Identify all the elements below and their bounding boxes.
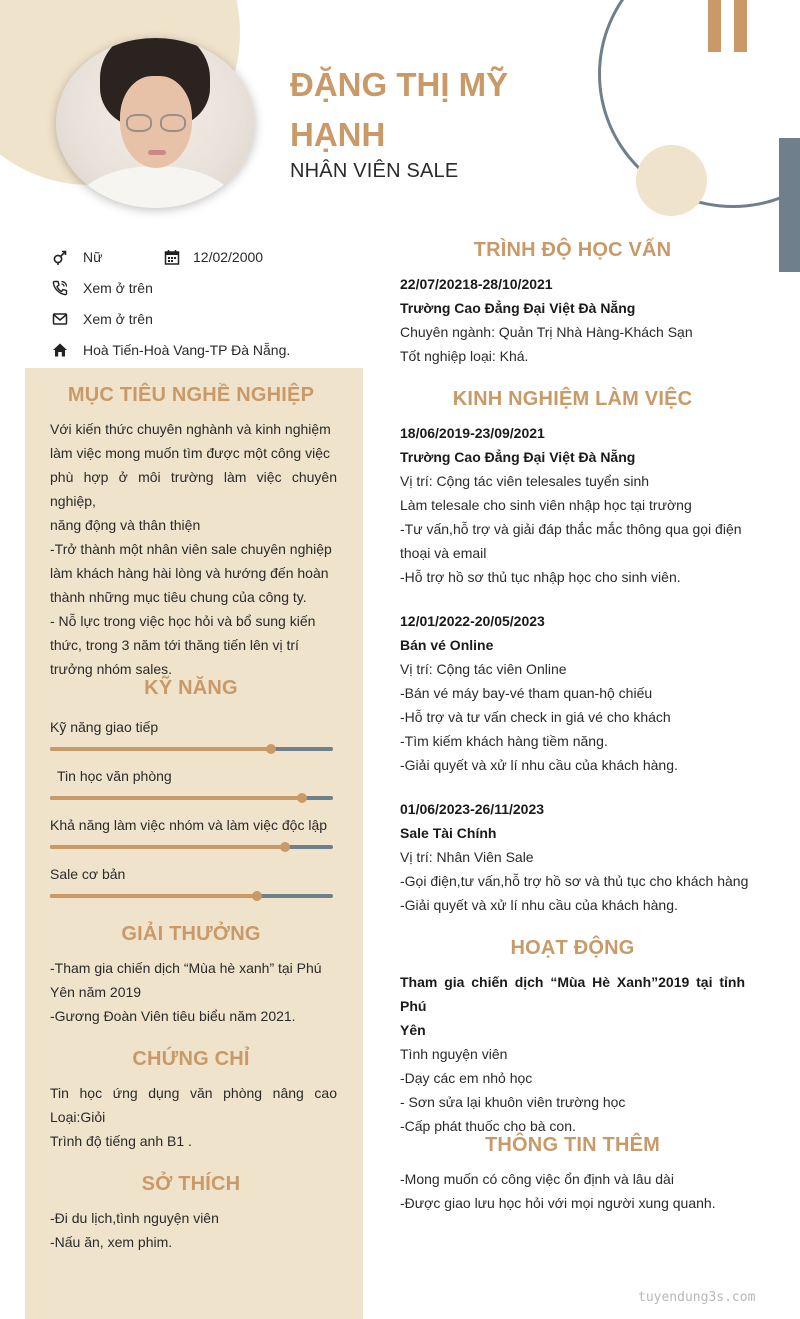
additional-line: -Mong muốn có công việc ổn định và lâu dài <box>400 1171 674 1187</box>
phone-icon <box>51 279 69 297</box>
activity-line: - Sơn sửa lại khuôn viên trường học <box>400 1094 626 1110</box>
job-company: Trường Cao Đẳng Đại Việt Đà Nẵng <box>400 449 636 465</box>
contact-gender: Nữ <box>83 249 103 265</box>
experience-title: KINH NGHIỆM LÀM VIỆC <box>452 388 693 410</box>
avatar <box>56 38 255 208</box>
skill-fill <box>50 894 257 898</box>
decor-bar-slate <box>779 138 800 272</box>
education-period: 22/07/20218-28/10/2021 <box>400 276 553 292</box>
watermark: tuyendung3s.com <box>638 1290 756 1305</box>
contact-address: Hoà Tiến-Hoà Vang-TP Đà Nẵng. <box>83 342 291 358</box>
job-line: Vị trí: Nhân Viên Sale <box>400 849 534 865</box>
job-line: -Bán vé máy bay-vé tham quan-hộ chiếu <box>400 685 653 701</box>
job-company: Bán vé Online <box>400 637 494 653</box>
job-line: -Giải quyết và xử lí nhu cầu của khách hàng. <box>400 757 678 773</box>
decor-small-circle <box>636 145 707 216</box>
candidate-name: ĐẶNG THỊ MỸ HẠNH <box>290 66 509 153</box>
decor-bar-tan-1 <box>708 0 721 52</box>
education-block <box>400 272 760 368</box>
job-line: -Tìm kiếm khách hàng tiềm năng. <box>400 733 608 749</box>
objective-line: phù hợp ở môi trường làm việc chuyên nghiệp, <box>50 469 337 509</box>
job-line: -Giải quyết và xử lí nhu cầu của khách hàng. <box>400 897 678 913</box>
gender-icon <box>51 248 69 266</box>
hobbies-text <box>50 1206 337 1254</box>
certificates-title: CHỨNG CHỈ <box>132 1048 250 1070</box>
awards-text <box>50 956 337 1028</box>
job-line: Vị trí: Cộng tác viên telesales tuyển sinh <box>400 473 650 489</box>
skill-bar <box>50 796 333 800</box>
certificates-text <box>50 1081 337 1153</box>
skill-label: Kỹ năng giao tiếp <box>50 719 159 735</box>
skill-label: Tin học văn phòng <box>57 768 172 784</box>
activity-line: Tình nguyện viên <box>400 1046 508 1062</box>
job-period: 01/06/2023-26/11/2023 <box>400 801 545 817</box>
objective-line: năng động và thân thiện <box>50 517 201 533</box>
skill-bar <box>50 747 333 751</box>
additional-block <box>400 1167 770 1215</box>
objective-line: làm việc mong muốn tìm được một công việc <box>50 445 330 461</box>
job-line: -Tư vấn,hỗ trợ và giải đáp thắc mắc thông qua gọi điện <box>400 521 742 537</box>
hobby-line: -Nấu ăn, xem phim. <box>50 1234 173 1250</box>
activity-line: -Dạy các em nhỏ học <box>400 1070 533 1086</box>
activities-block <box>400 970 745 1138</box>
contact-phone: Xem ở trên <box>83 280 153 296</box>
hobbies-title: SỞ THÍCH <box>141 1173 241 1195</box>
education-title: TRÌNH ĐỘ HỌC VẤN <box>473 239 672 261</box>
objective-text <box>50 417 337 681</box>
objective-line: trưởng nhóm sales. <box>50 661 173 677</box>
skill-knob <box>280 842 290 852</box>
skill-fill <box>50 796 302 800</box>
candidate-role: NHÂN VIÊN SALE <box>290 160 459 182</box>
job-line: -Gọi điện,tư vấn,hỗ trợ hồ sơ và thủ tục cho khách hàng <box>400 873 749 889</box>
certificate-line: Tin học ứng dụng văn phòng nâng cao <box>50 1085 337 1101</box>
calendar-icon <box>163 248 181 266</box>
objective-line: Với kiến thức chuyên nghành và kinh nghiệm <box>50 421 331 437</box>
job-line: Vị trí: Cộng tác viên Online <box>400 661 567 677</box>
additional-title: THÔNG TIN THÊM <box>484 1134 660 1156</box>
job-line: Làm telesale cho sinh viên nhập học tại trường <box>400 497 692 513</box>
objective-title: MỤC TIÊU NGHỀ NGHIỆP <box>67 384 315 406</box>
certificate-line: Trình độ tiếng anh B1 . <box>50 1133 192 1149</box>
experience-item <box>400 797 770 917</box>
awards-title: GIẢI THƯỞNG <box>121 923 261 945</box>
objective-line: thành những mục tiêu chung của công ty. <box>50 589 307 605</box>
skill-fill <box>50 747 271 751</box>
objective-line: -Trở thành một nhân viên sale chuyên nghiệp <box>50 541 332 557</box>
decor-bar-tan-2 <box>734 0 747 52</box>
skill-label: Khả năng làm việc nhóm và làm việc độc lập <box>50 817 328 833</box>
skill-fill <box>50 845 285 849</box>
additional-line: -Được giao lưu học hỏi với mọi người xung quanh. <box>400 1195 716 1211</box>
email-icon <box>51 310 69 328</box>
objective-line: thức, trong 3 năm tới thăng tiến lên vị trí <box>50 637 299 653</box>
activity-line: -Cấp phát thuốc cho bà con. <box>400 1118 576 1134</box>
skill-label: Sale cơ bản <box>50 866 126 882</box>
job-line: thoại và email <box>400 545 487 561</box>
activities-title: HOẠT ĐỘNG <box>510 937 635 959</box>
award-line: Yên năm 2019 <box>50 984 142 1000</box>
job-period: 12/01/2022-20/05/2023 <box>400 613 545 629</box>
award-line: -Tham gia chiến dịch “Mùa hè xanh” tại Phú <box>50 960 322 976</box>
education-line: Tốt nghiệp loại: Khá. <box>400 348 529 364</box>
skill-knob <box>266 744 276 754</box>
home-icon <box>51 341 69 359</box>
education-school: Trường Cao Đẳng Đại Việt Đà Nẵng <box>400 300 636 316</box>
job-line: -Hỗ trợ hồ sơ thủ tục nhập học cho sinh viên. <box>400 569 681 585</box>
contact-birthday: 12/02/2000 <box>193 249 264 265</box>
activity-heading: Yên <box>400 1022 426 1038</box>
experience-item <box>400 421 770 589</box>
skill-knob <box>252 891 262 901</box>
hobby-line: -Đi du lịch,tình nguyện viên <box>50 1210 219 1226</box>
award-line: -Gương Đoàn Viên tiêu biểu năm 2021. <box>50 1008 296 1024</box>
activity-heading: Tham gia chiến dịch “Mùa Hè Xanh”2019 tại tỉnh Phú <box>400 974 745 1014</box>
skill-bar <box>50 894 333 898</box>
objective-line: - Nỗ lực trong việc học hỏi và bổ sung kiến <box>50 613 316 629</box>
skills-title: KỸ NĂNG <box>144 677 238 699</box>
job-period: 18/06/2019-23/09/2021 <box>400 425 545 441</box>
skill-knob <box>297 793 307 803</box>
certificate-line: Loại:Giỏi <box>50 1109 106 1125</box>
job-line: -Hỗ trợ và tư vấn check in giá vé cho khách <box>400 709 671 725</box>
objective-line: làm khách hàng hài lòng và hướng đến hoàn <box>50 565 329 581</box>
education-line: Chuyên ngành: Quản Trị Nhà Hàng-Khách Sạn <box>400 324 693 340</box>
job-company: Sale Tài Chính <box>400 825 497 841</box>
contact-email: Xem ở trên <box>83 311 153 327</box>
skill-bar <box>50 845 333 849</box>
experience-item <box>400 609 770 777</box>
